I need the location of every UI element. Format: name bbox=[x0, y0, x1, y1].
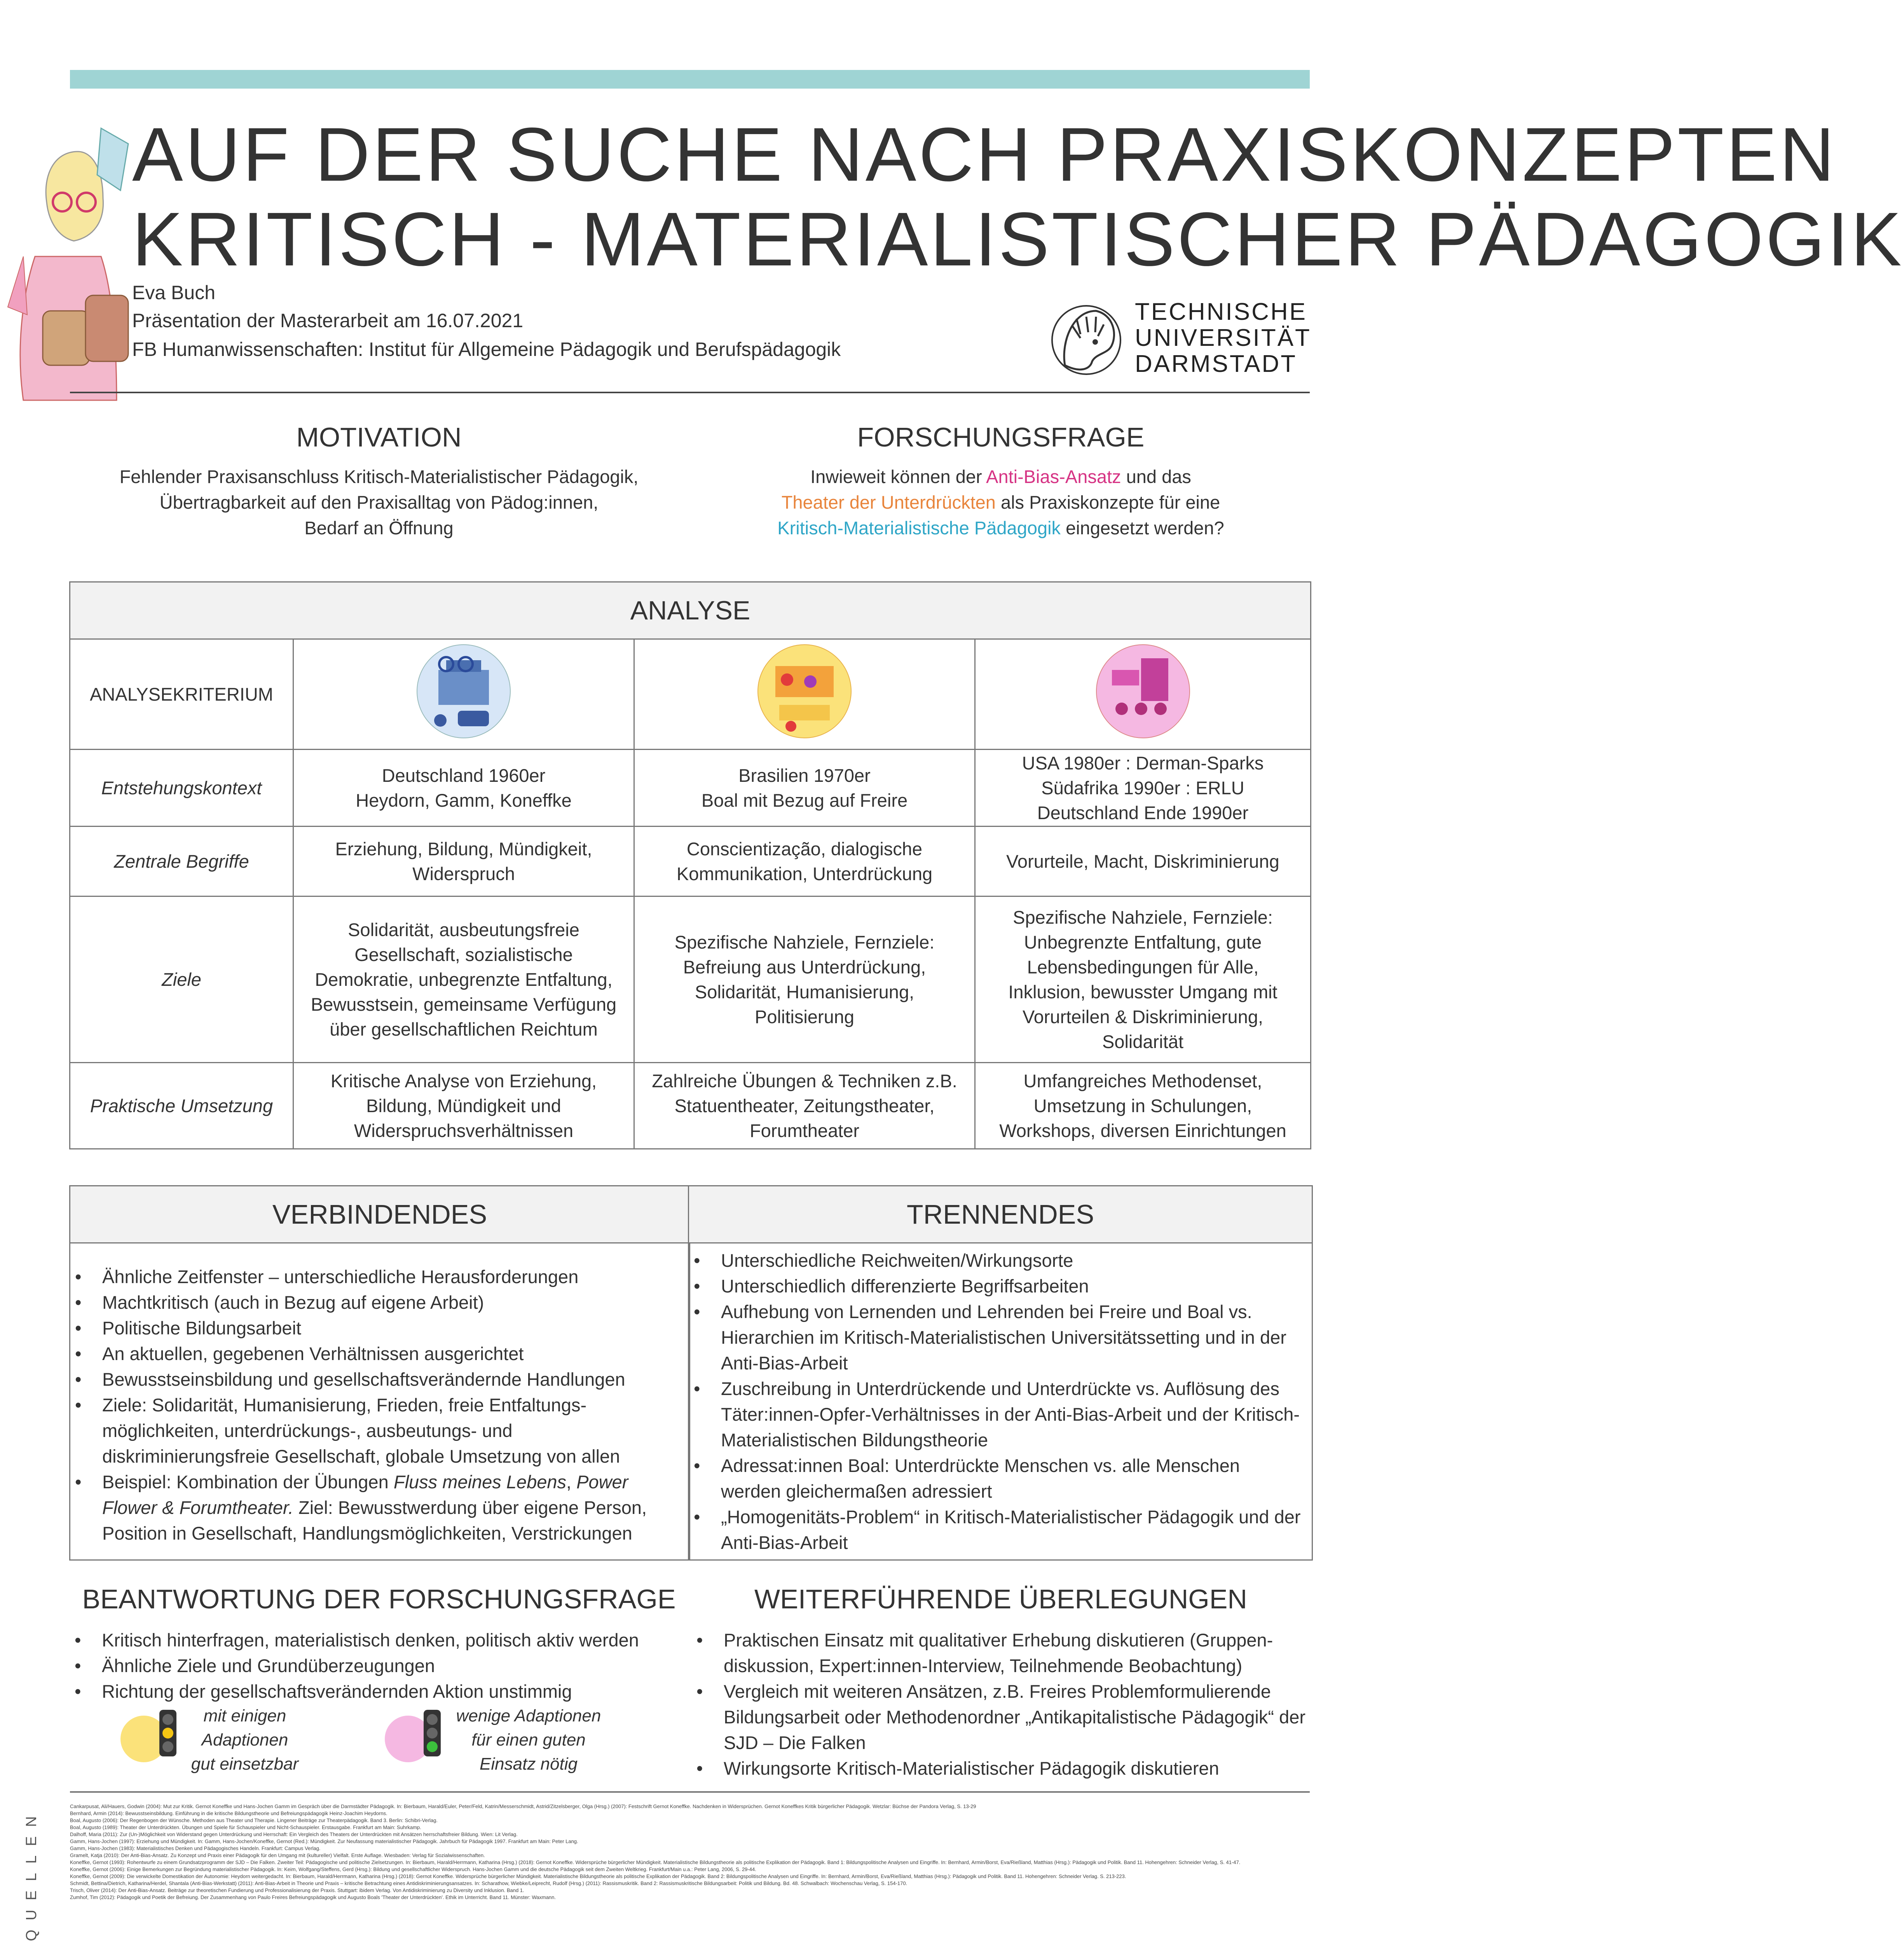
verbindendes-box bbox=[69, 1185, 690, 1561]
cell-begriffe-kmp bbox=[293, 827, 634, 896]
department: FB Humanwissenschaften: Institut für Allgemeine Pädagogik und Berufspädagogik bbox=[132, 338, 841, 360]
trennendes-item: • „Homogenitäts-Problem“ in Kritisch-Materialistischer Pädagogik und der Anti-Bias-Arbeit bbox=[689, 1504, 1303, 1556]
trennendes-item: • Unterschiedliche Reichweiten/Wirkungsorte bbox=[689, 1248, 1303, 1273]
beantwortung-item: • Kritisch hinterfragen, materialistisch denken, politisch aktiv werden bbox=[70, 1627, 688, 1653]
ff-anti-bias: Anti-Bias-Ansatz bbox=[986, 466, 1121, 487]
cell-line: Kommunikation, Unterdrückung bbox=[676, 863, 933, 884]
cell-line: Umsetzung in Schulungen, bbox=[1033, 1095, 1252, 1116]
reference: Boal, Augusto (1989): Theater der Unterdrückten. Übungen und Spiele für Schauspieler und Nicht-Schauspieler. Erstausgabe. Frankfurt am Main: Suhrkamp. bbox=[70, 1824, 421, 1830]
header-divider bbox=[70, 392, 1310, 393]
row-label-zentrale-begriffe: Zentrale Begriffe bbox=[70, 827, 293, 896]
beantwortung-list bbox=[70, 1627, 688, 1704]
icon-anti-bias-cell bbox=[975, 639, 1311, 750]
cell-ziele-kmp bbox=[293, 896, 634, 1063]
cell-line: über gesellschaftlichen Reichtum bbox=[330, 1018, 598, 1039]
tu-darmstadt-athene-logo bbox=[1049, 295, 1123, 385]
cell-line: Widerspruch bbox=[412, 863, 515, 884]
quellen-list bbox=[70, 1803, 1310, 1901]
cell-line: Conscientização, dialogische bbox=[686, 838, 923, 859]
cell-line: Solidarität bbox=[1102, 1031, 1183, 1052]
motivation-heading: MOTIVATION bbox=[296, 422, 462, 452]
analyse-heading: ANALYSE bbox=[70, 582, 1311, 639]
reference: Boal, Augusto (2006): Der Regenbogen der Wünsche. Methoden aus Theater und Therapie. Lingener Beiträge zur Theaterpädagogik. Band 3. Berlin: Schibri-Verlag. bbox=[70, 1817, 438, 1823]
row-label-ziele: Ziele bbox=[70, 896, 293, 1063]
reference: Dalhoff, Maria (2011): Zur (Un-)Möglichkeit von Widerstand gegen Unterdrückung und Herrschaft: Ein Vergleich des Theaters der Unterdrückten mit Ansätzen herrschaftsfreier Bildung. Wien: Lit Verlag. bbox=[70, 1831, 518, 1837]
forschungsfrage-text bbox=[692, 464, 1310, 541]
title-line-1: AUF DER SUCHE NACH PRAXISKONZEPTEN bbox=[132, 112, 1837, 197]
row-label-praktische-umsetzung: Praktische Umsetzung bbox=[70, 1063, 293, 1149]
cell-ziele-anti-bias bbox=[975, 896, 1311, 1063]
cell-line: Workshops, diversen Einrichtungen bbox=[999, 1120, 1286, 1141]
verbindendes-item: • Bewusstseinsbildung und gesellschaftsverändernde Handlungen bbox=[70, 1367, 677, 1392]
reference: Koneffke, Gernot (2009): Die verwickelte Domestikation der Autonomie: Heydorn weitergedacht. In: Bierbaum, Harald/Herrmann, Katharina (Hrsg.) (2018): Gernot Koneffke. Widersprüche bürgerlicher Mündigkeit. Materialistische Bildungstheorie als politische Explikation der Pädagogik. Band 2: Bildungspolitische Analysen und Eingriffe. In: Bernhard, Armin/Borst, Eva/Rießland, Matthias (Hrsg.): Pädagogik und Politik. Band 11. Hohengehren: Schneider Verlag. S. 213-223. bbox=[70, 1873, 1126, 1879]
verbindendes-heading: VERBINDENDES bbox=[70, 1186, 689, 1243]
trennendes-item: • Zuschreibung in Unterdrückende und Unterdrückte vs. Auflösung des Täter:innen-Opfer-Verhältnisses in der Anti-Bias-Arbeit und der Kritisch-Materialistischen Bildungstheorie bbox=[689, 1376, 1303, 1453]
anti-bias-people-icon bbox=[1091, 643, 1195, 740]
analyse-table bbox=[69, 581, 1311, 1149]
theater-icon bbox=[752, 643, 857, 740]
cell-line: Lebensbedingungen für Alle, bbox=[1027, 956, 1259, 977]
reference: Gramelt, Katja (2010): Der Anti-Bias-Ansatz. Zu Konzept und Praxis einer Pädagogik für den Umgang mit (kultureller) Vielfalt. Erste Auflage. Wiesbaden: Verlag für Sozialwissenschaften. bbox=[70, 1852, 485, 1858]
cell-line: Deutschland 1960er bbox=[382, 765, 546, 786]
example-em-1: Fluss meines Lebens bbox=[393, 1472, 566, 1492]
weiterfuehrend-item: • Wirkungsorte Kritisch-Materialistischer Pädagogik diskutieren bbox=[692, 1756, 1310, 1781]
author: Eva Buch bbox=[132, 282, 216, 303]
verbindendes-item: • Politische Bildungsarbeit bbox=[70, 1315, 677, 1341]
reference: Schmidt, Bettina/Dietrich, Katharina/Herdel, Shantala (Anti-Bias-Werkstatt) (2011): Anti-Bias-Arbeit in Theorie und Praxis – kritische Betrachtung eines Antidiskriminierungsansatzes. In: Scharathow, Wiebke/Leiprecht, Rudolf (Hrsg.) (2011): Rassismuskritik. Band 2: Rassismuskritische Bildungsarbeit: Politik und Bildung. Bd. 48. Schwalbach: Wochenschau Verlag, S. 154-170. bbox=[70, 1880, 907, 1886]
trennendes-heading: TRENNENDES bbox=[689, 1186, 1312, 1243]
cell-line: Spezifische Nahziele, Fernziele: bbox=[1013, 907, 1273, 928]
cell-line: Zahlreiche Übungen & Techniken z.B. bbox=[652, 1070, 957, 1091]
weiterfuehrend-list bbox=[692, 1627, 1310, 1781]
weiterfuehrend-item: • Praktischen Einsatz mit qualitativer Erhebung diskutieren (Gruppen-diskussion, Expert:innen-Interview, Teilnehmende Beobachtung) bbox=[692, 1627, 1310, 1679]
cell-line: USA 1980er : Derman-Sparks bbox=[1022, 752, 1264, 773]
quellen-label: QUELLEN bbox=[23, 1807, 40, 1941]
example-pre: Beispiel: Kombination der Übungen bbox=[102, 1472, 394, 1492]
verbindendes-item: • An aktuellen, gegebenen Verhältnissen ausgerichtet bbox=[70, 1341, 677, 1367]
caption-line: Einsatz nötig bbox=[480, 1754, 578, 1774]
example-mid: , bbox=[566, 1472, 577, 1492]
example-post: Ziel: Bewusstwerdung über eigene Person, Position in Gesellschaft, Handlungsmöglichkeiten, Verstrickungen bbox=[102, 1497, 647, 1543]
verbindendes-item: • Ziele: Solidarität, Humanisierung, Frieden, freie Entfaltungs-möglichkeiten, unterdrückungs-, ausbeutungs- und diskriminierungsfreie Gesellschaft, globale Umsetzung von allen bbox=[70, 1392, 677, 1469]
quellen-divider bbox=[70, 1791, 1310, 1793]
cell-begriffe-anti-bias bbox=[975, 827, 1311, 896]
trennendes-box bbox=[688, 1185, 1313, 1561]
cell-line: Spezifische Nahziele, Fernziele: bbox=[674, 931, 935, 952]
caption-line: Adaptionen bbox=[201, 1730, 288, 1749]
cell-line: Vorurteile, Macht, Diskriminierung bbox=[1006, 851, 1279, 872]
cell-line: Unbegrenzte Entfaltung, gute bbox=[1024, 931, 1262, 952]
ff-part-2: und das bbox=[1121, 466, 1191, 487]
cell-line: Statuentheater, Zeitungstheater, bbox=[674, 1095, 935, 1116]
reference: Koneffke, Gernot (2006): Einige Bemerkungen zur Begründung materialistischer Pädagogik. In: Keim, Wolfgang/Steffens, Gerd (Hrsg.): Bildung und gesellschaftlicher Widerspruch. Hans-Jochen Gamm und die deutsche Pädagogik seit dem Zweiten Weltkrieg. Frankfurt/Main u.a.: Peter Lang, 2006, S. 29-44. bbox=[70, 1866, 756, 1872]
ff-part-4: eingesetzt werden? bbox=[1061, 518, 1224, 538]
caption-line: wenige Adaptionen bbox=[456, 1706, 601, 1725]
motivation-line-2: Übertragbarkeit auf den Praxisalltag von Pädog:innen, bbox=[159, 492, 599, 513]
reference: Gamm, Hans-Jochen (1997): Erziehung und Mündigkeit. In: Gamm, Hans-Jochen/Koneffke, Gernot (Red.): Mündigkeit. Zur Neufassung materialistischer Pädagogik. Jahrbuch für Pädagogik 1997. Frankfurt am Main: Peter Lang. bbox=[70, 1838, 578, 1844]
verbindendes-list bbox=[70, 1264, 677, 1546]
icon-theater-cell bbox=[634, 639, 975, 750]
tu-line-3: DARMSTADT bbox=[1135, 350, 1297, 377]
verbindendes-item-example bbox=[70, 1469, 677, 1546]
example-em-2: Power Flower & Forumtheater. bbox=[102, 1472, 628, 1518]
cell-line: Bewusstsein, gemeinsame Verfügung bbox=[311, 994, 617, 1015]
cell-line: Brasilien 1970er bbox=[738, 765, 871, 786]
verbindendes-item: • Machtkritisch (auch in Bezug auf eigene Arbeit) bbox=[70, 1290, 677, 1315]
cell-line: Boal mit Bezug auf Freire bbox=[701, 790, 908, 811]
motivation-line-1: Fehlender Praxisanschluss Kritisch-Materialistischer Pädagogik, bbox=[119, 466, 639, 487]
title-line-2: KRITISCH - MATERIALISTISCHER PÄDAGOGIK bbox=[132, 197, 1904, 282]
row-label-entstehungskontext: Entstehungskontext bbox=[70, 750, 293, 827]
motivation-line-3: Bedarf an Öffnung bbox=[304, 518, 454, 538]
analysekriterium-label: ANALYSEKRITERIUM bbox=[70, 639, 293, 750]
reference: Koneffke, Gernot (1993): Rohentwurfe zu einem Grundsatzprogramm der SJD – Die Falken. Zweiter Teil: Pädagogische und politische Zielsetzungen. In: Bierbaum, Harald/Herrmann, Katharina (Hrsg.) (2018): Gernot Koneffke. Widersprüche bürgerlicher Mündigkeit. Materialistische Bildungstheorie als politische Explikation der Pädagogik. Band 1: Bildungspolitische Analysen und Eingriffe. In: Bernhard, Armin/Borst, Eva/Rießland, Matthias (Hrsg.): Pädagogik und Politik. Band 11. Hohengehren: Schneider Verlag, S. 41-47. bbox=[70, 1859, 1241, 1865]
cell-umsetzung-theater bbox=[634, 1063, 975, 1149]
reference: Gamm, Hans-Jochen (1983): Materialistisches Denken und Pädagogisches Handeln. Frankfurt: Campus Verlag. bbox=[70, 1845, 321, 1851]
tu-line-1: TECHNISCHE bbox=[1135, 298, 1307, 325]
cell-entstehung-anti-bias bbox=[975, 750, 1311, 827]
beantwortung-item: • Richtung der gesellschaftsverändernden Aktion unstimmig bbox=[70, 1679, 688, 1704]
icon-kmp-cell bbox=[293, 639, 634, 750]
beantwortung-heading: BEANTWORTUNG DER FORSCHUNGSFRAGE bbox=[82, 1584, 676, 1614]
cell-line: Inklusion, bewusster Umgang mit bbox=[1008, 981, 1277, 1002]
cell-line: Kritische Analyse von Erziehung, bbox=[330, 1070, 597, 1091]
trennendes-item: • Unterschiedlich differenzierte Begriffsarbeiten bbox=[689, 1273, 1303, 1299]
illustration-woman-with-bags bbox=[0, 128, 132, 416]
trennendes-item: • Aufhebung von Lernenden und Lehrenden bei Freire und Boal vs. Hierarchien im Kritisch-Materialistischen Universitätssetting und in der Anti-Bias-Arbeit bbox=[689, 1299, 1303, 1376]
ff-part-1: Inwieweit können der bbox=[810, 466, 986, 487]
reference: Trisch, Oliver (2014): Der Anti-Bias-Ansatz. Beiträge zur theoretischen Fundierung und Professionalisierung der Praxis. Stuttgart: ibidem Verlag. Von Antidiskriminierung zu Diversity und Inklusion. Band 1. bbox=[70, 1887, 524, 1893]
tu-darmstadt-wordmark bbox=[1135, 299, 1311, 377]
caption-theater bbox=[175, 1704, 315, 1776]
cell-line: Befreiung aus Unterdrückung, bbox=[683, 956, 926, 977]
ff-kmp: Kritisch-Materialistische Pädagogik bbox=[777, 518, 1061, 538]
trennendes-item: • Adressat:innen Boal: Unterdrückte Menschen vs. alle Menschen werden gleichermaßen adressiert bbox=[689, 1453, 1303, 1504]
cell-line: Solidarität, ausbeutungsfreie bbox=[348, 919, 579, 940]
cell-line: Widerspruchsverhältnissen bbox=[354, 1120, 574, 1141]
cell-line: Forumtheater bbox=[749, 1120, 860, 1141]
cell-line: Umfangreiches Methodenset, bbox=[1023, 1070, 1262, 1091]
cell-line: Vorurteilen & Diskriminierung, bbox=[1022, 1006, 1264, 1027]
ff-theater: Theater der Unterdrückten bbox=[781, 492, 996, 513]
caption-line: mit einigen bbox=[203, 1706, 286, 1725]
reference: Bernhard, Armin (2014): Bewusstseinsbildung. Einführung in die kritische Bildungstheorie und Befreiungspädagogik Heinz-Joachim Heydorns. bbox=[70, 1810, 387, 1816]
cell-umsetzung-kmp bbox=[293, 1063, 634, 1149]
cell-umsetzung-anti-bias bbox=[975, 1063, 1311, 1149]
cell-line: Heydorn, Gamm, Koneffke bbox=[356, 790, 572, 811]
cell-ziele-theater bbox=[634, 896, 975, 1063]
cell-line: Politisierung bbox=[754, 1006, 855, 1027]
beantwortung-item: • Ähnliche Ziele und Grundüberzeugungen bbox=[70, 1653, 688, 1679]
reference: Cankarpusat, Ali/Hauers, Godwin (2004): Mut zur Kritik. Gernot Koneffke und Hans-Jochen Gamm im Gespräch über die Darmstädter Pädagogik. In: Bierbaum, Harald/Euler, Peter/Feld, Katrin/Messerschmidt, Astrid/Zitzelsberger, Olga (Hrsg.) (2007): Festschrift Gernot Koneffke. Nachdenken in Widersprüchen. Gernot Koneffkes Kritik bürgerlicher Pädagogik. Wetzlar: Büchse der Pandora Verlag, S. 13-29 bbox=[70, 1803, 976, 1809]
cell-line: Gesellschaft, sozialistische bbox=[354, 944, 573, 965]
weiterfuehrend-heading: WEITERFÜHRENDE ÜBERLEGUNGEN bbox=[754, 1584, 1247, 1614]
cell-line: Südafrika 1990er : ERLU bbox=[1041, 777, 1244, 798]
cell-line: Demokratie, unbegrenzte Entfaltung, bbox=[315, 969, 613, 990]
reference: Zumhof, Tim (2012): Pädagogik und Poetik der Befreiung. Der Zusammenhang von Paulo Freires Befreiungspädagogik und Augusto Boals 'Theater der Unterdrückten'. Ethik im Unterricht. Band 11. Münster: Waxmann. bbox=[70, 1894, 556, 1900]
caption-line: für einen guten bbox=[471, 1730, 586, 1749]
cell-entstehung-theater bbox=[634, 750, 975, 827]
cell-line: Solidarität, Humanisierung, bbox=[695, 981, 914, 1002]
motivation-text bbox=[70, 464, 688, 541]
trennendes-list bbox=[689, 1248, 1303, 1556]
weiterfuehrend-item: • Vergleich mit weiteren Ansätzen, z.B. Freires Problemformulierende Bildungsarbeit oder Methodenordner „Antikapitalistische Pädagogik“ der SJD – Die Falken bbox=[692, 1679, 1310, 1756]
forschungsfrage-heading: FORSCHUNGSFRAGE bbox=[857, 422, 1145, 452]
ff-part-3: als Praxiskonzepte für eine bbox=[995, 492, 1220, 513]
kmp-building-icon bbox=[411, 643, 516, 740]
verbindendes-item: • Ähnliche Zeitfenster – unterschiedliche Herausforderungen bbox=[70, 1264, 677, 1290]
cell-entstehung-kmp bbox=[293, 750, 634, 827]
cell-line: Bildung, Mündigkeit und bbox=[366, 1095, 561, 1116]
presentation-date: Präsentation der Masterarbeit am 16.07.2021 bbox=[132, 310, 524, 331]
cell-line: Erziehung, Bildung, Mündigkeit, bbox=[335, 838, 592, 859]
caption-line: gut einsetzbar bbox=[191, 1754, 299, 1774]
caption-anti-bias bbox=[447, 1704, 610, 1776]
cell-begriffe-theater bbox=[634, 827, 975, 896]
tu-line-2: UNIVERSITÄT bbox=[1135, 324, 1311, 351]
top-accent-bar bbox=[70, 70, 1310, 89]
cell-line: Deutschland Ende 1990er bbox=[1037, 802, 1249, 823]
